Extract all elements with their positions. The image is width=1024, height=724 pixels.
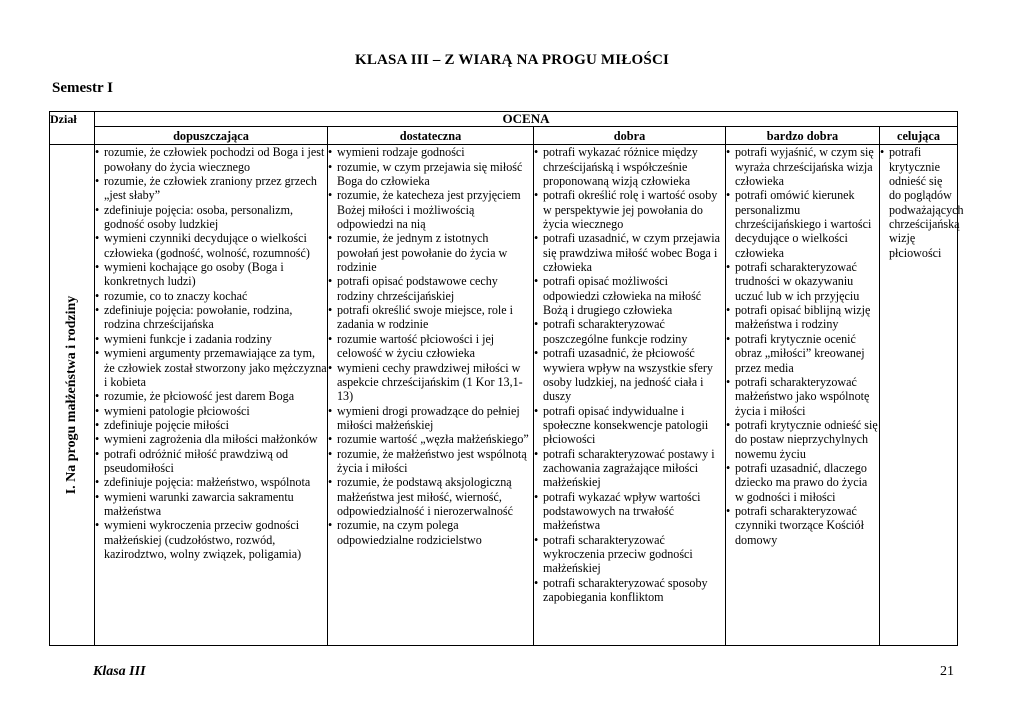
criterion-item: • potrafi wykazać różnice między chrześcijańską i współcześnie proponowaną wizją człowieka: [534, 145, 725, 188]
level-header-celujaca: celująca: [880, 127, 958, 145]
criterion-item: • wymieni rodzaje godności: [328, 145, 533, 159]
criteria-cell-dobra: [534, 145, 726, 646]
criterion-item: • potrafi scharakteryzować małżeństwo jako wspólnotę życia i miłości: [726, 375, 879, 418]
criterion-item: • potrafi uzasadnić, dlaczego dziecko ma prawo do życia w godności i miłości: [726, 461, 879, 504]
criterion-item: • potrafi opisać indywidualne i społeczne konsekwencje patologii płciowości: [534, 404, 725, 447]
criterion-item: • zdefiniuje pojęcia: osoba, personalizm, godność osoby ludzkiej: [95, 203, 327, 232]
criterion-item: • wymieni wykroczenia przeciw godności małżeńskiej (cudzołóstwo, rozwód, kazirodztwo, wolny związek, poligamia): [95, 518, 327, 561]
section-label: I. Na progu małżeństwa i rodziny: [63, 296, 79, 495]
level-header-bardzo-dobra: bardzo dobra: [726, 127, 880, 145]
criterion-item: • potrafi opisać biblijną wizję małżeństwa i rodziny: [726, 303, 879, 332]
criterion-item: • potrafi krytycznie odnieść się do poglądów podważających chrześcijańską wizję płciowości: [880, 145, 957, 260]
section-cell: [50, 145, 95, 646]
criterion-item: • wymieni argumenty przemawiające za tym, że człowiek został stworzony jako mężczyzna i kobieta: [95, 346, 327, 389]
criterion-item: • rozumie, w czym przejawia się miłość Boga do człowieka: [328, 160, 533, 189]
criterion-item: • potrafi określić swoje miejsce, role i zadania w rodzinie: [328, 303, 533, 332]
criterion-item: • potrafi uzasadnić, że płciowość wywiera wpływ na wszystkie sfery osoby ludzkiej, na jedność ciała i duszy: [534, 346, 725, 403]
grading-table: [49, 111, 964, 646]
criterion-item: • wymieni warunki zawarcia sakramentu małżeństwa: [95, 490, 327, 519]
criterion-item: • potrafi scharakteryzować sposoby zapobiegania konfliktom: [534, 576, 725, 605]
criterion-item: • rozumie wartość płciowości i jej celowość w życiu człowieka: [328, 332, 533, 361]
criterion-item: • rozumie, że podstawą aksjologiczną małżeństwa jest miłość, wierność, odpowiedzialność i nierozerwalność: [328, 475, 533, 518]
criterion-item: • zdefiniuje pojęcia: powołanie, rodzina, rodzina chrześcijańska: [95, 303, 327, 332]
criteria-cell-bardzo-dobra: [726, 145, 880, 646]
criterion-item: • rozumie, co to znaczy kochać: [95, 289, 327, 303]
dzial-header: Dział: [50, 112, 95, 145]
criterion-item: • rozumie, że małżeństwo jest wspólnotą życia i miłości: [328, 447, 533, 476]
criterion-item: • potrafi scharakteryzować czynniki tworzące Kościół domowy: [726, 504, 879, 547]
criterion-item: • potrafi uzasadnić, w czym przejawia się prawdziwa miłość wobec Boga i człowieka: [534, 231, 725, 274]
level-header-dobra: dobra: [534, 127, 726, 145]
criterion-item: • potrafi odróżnić miłość prawdziwą od pseudomiłości: [95, 447, 327, 476]
criterion-item: • potrafi scharakteryzować wykroczenia przeciw godności małżeńskiej: [534, 533, 725, 576]
criterion-item: • wymieni zagrożenia dla miłości małżonków: [95, 432, 327, 446]
criterion-item: • zdefiniuje pojęcia: małżeństwo, wspólnota: [95, 475, 327, 489]
criterion-item: • rozumie, że płciowość jest darem Boga: [95, 389, 327, 403]
criterion-item: • potrafi scharakteryzować trudności w okazywaniu uczuć lub w ich przyjęciu: [726, 260, 879, 303]
criterion-item: • rozumie wartość „węzła małżeńskiego”: [328, 432, 533, 446]
criterion-item: • potrafi wyjaśnić, w czym się wyraża chrześcijańska wizja człowieka: [726, 145, 879, 188]
criterion-item: • potrafi określić rolę i wartość osoby w perspektywie jej powołania do życia wiecznego: [534, 188, 725, 231]
criterion-item: • wymieni patologie płciowości: [95, 404, 327, 418]
criterion-item: • potrafi scharakteryzować poszczególne funkcje rodziny: [534, 317, 725, 346]
criteria-cell-dostateczna: [328, 145, 534, 646]
criterion-item: • wymieni funkcje i zadania rodziny: [95, 332, 327, 346]
criterion-item: • wymieni czynniki decydujące o wielkości człowieka (godność, wolność, rozumność): [95, 231, 327, 260]
criterion-item: • rozumie, że jednym z istotnych powołań jest powołanie do życia w rodzinie: [328, 231, 533, 274]
page-number: 21: [940, 664, 954, 679]
criteria-cell-celujaca: [880, 145, 964, 646]
criterion-item: • wymieni kochające go osoby (Boga i konkretnych ludzi): [95, 260, 327, 289]
semester-label: Semestr I: [52, 80, 113, 96]
criterion-item: • potrafi wykazać wpływ wartości podstawowych na trwałość małżeństwa: [534, 490, 725, 533]
level-header-dostateczna: dostateczna: [328, 127, 534, 145]
criterion-item: • zdefiniuje pojęcie miłości: [95, 418, 327, 432]
criterion-item: • potrafi scharakteryzować postawy i zachowania zagrażające miłości małżeńskiej: [534, 447, 725, 490]
criterion-item: • rozumie, na czym polega odpowiedzialne rodzicielstwo: [328, 518, 533, 547]
criterion-item: • potrafi opisać podstawowe cechy rodziny chrześcijańskiej: [328, 274, 533, 303]
criterion-item: • rozumie, że katecheza jest przyjęciem Bożej miłości i możliwością odpowiedzi na nią: [328, 188, 533, 231]
criterion-item: • potrafi omówić kierunek personalizmu chrześcijańskiego i wartości decydujące o wielkości człowieka: [726, 188, 879, 260]
page-title: KLASA III – Z WIARĄ NA PROGU MIŁOŚCI: [354, 52, 670, 68]
criterion-item: • potrafi opisać możliwości odpowiedzi człowieka na miłość Bożą i drugiego człowieka: [534, 274, 725, 317]
level-header-dopuszczajaca: dopuszczająca: [95, 127, 328, 145]
ocena-header: OCENA: [95, 112, 958, 127]
criterion-item: • potrafi krytycznie ocenić obraz „miłości” kreowanej przez media: [726, 332, 879, 375]
criterion-item: • wymieni cechy prawdziwej miłości w aspekcie chrześcijańskim (1 Kor 13,1-13): [328, 361, 533, 404]
criteria-cell-dopuszczajaca: [95, 145, 328, 646]
criterion-item: • rozumie, że człowiek zraniony przez grzech „jest słaby”: [95, 174, 327, 203]
footer-class-label: Klasa III: [93, 664, 146, 679]
criterion-item: • rozumie, że człowiek pochodzi od Boga i jest powołany do życia wiecznego: [95, 145, 327, 174]
criterion-item: • potrafi krytycznie odnieść się do postaw nieprzychylnych nowemu życiu: [726, 418, 879, 461]
criterion-item: • wymieni drogi prowadzące do pełniej miłości małżeńskiej: [328, 404, 533, 433]
